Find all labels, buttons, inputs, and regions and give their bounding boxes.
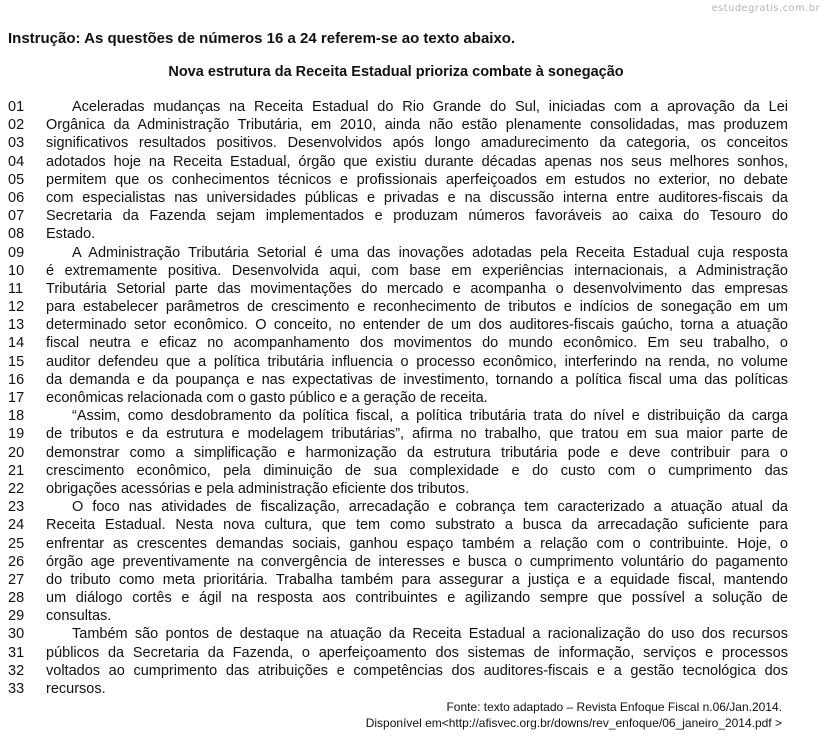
text-line [8,116,788,134]
line-text: determinado setor econômico. O conceito, no entender de um dos auditores-fiscais gaúcho, torna a atuação [46,317,788,334]
text-line [8,316,788,334]
line-number: 11 [8,280,24,297]
text-line [8,353,788,371]
line-number: 31 [8,644,25,661]
line-text: adotados hoje na Receita Estadual, órgão que existiu durante décadas apenas nos seus melhores sonhos, [46,153,788,170]
text-line [8,644,788,662]
line-text: O foco nas atividades de fiscalização, arrecadação e cobrança tem caracterizado a atuação atual da [72,499,788,516]
line-number: 02 [8,117,25,134]
line-number: 17 [8,390,25,406]
text-line [8,516,788,534]
instruction-heading: Instrução: As questões de números 16 a 24 referem-se ao texto abaixo. [8,30,516,47]
line-number: 04 [8,153,25,170]
text-line [8,371,788,389]
text-line [8,553,788,571]
line-number: 28 [8,590,25,607]
line-text: Tributária Setorial parte das movimentações do mercado e acompanha o desenvolvimento das empresas [46,280,788,297]
text-line [8,480,788,498]
line-number: 07 [8,208,25,225]
line-number: 15 [8,353,25,370]
line-number: 09 [8,244,25,261]
line-number: 03 [8,135,25,152]
line-text: permitem que os conhecimentos técnicos e profissionais aperfeiçoados em estudos no exterior, no debate [46,171,788,188]
line-number: 32 [8,662,25,679]
text-line [8,98,788,116]
line-text: demonstrar como a simplificação e harmonização da estrutura tributária pode e deve contribuir para o [46,444,788,461]
text-line [8,298,788,316]
text-line [8,535,788,553]
line-number: 18 [8,408,25,425]
line-text: obrigações acessórias e pela administração eficiente dos tributos. [46,480,470,497]
line-number: 20 [8,444,25,461]
text-line [8,207,788,225]
text-line [8,571,788,589]
line-number: 30 [8,626,25,643]
line-number: 05 [8,171,25,188]
line-number: 16 [8,371,25,388]
line-text: com especialistas nas universidades públicas e privadas e na discussão interna entre auditores-fiscais da [46,189,788,206]
line-text: órgão age preventivamente na convergência de interesses e busca o cumprimento voluntário do pagamento [46,553,788,570]
text-title: Nova estrutura da Receita Estadual prioriza combate à sonegação [168,64,624,80]
line-text: Secretaria da Fazenda sejam implementados e produzam números favoráveis ao caixa do Tesouro do [46,208,788,225]
line-text: Também são pontos de destaque na atuação da Receita Estadual a racionalização do uso dos recursos [72,626,788,643]
text-line [8,662,788,680]
line-number: 06 [8,189,25,206]
text-line [8,680,788,698]
source-reference: Fonte: texto adaptado – Revista Enfoque Fiscal n.06/Jan.2014. [446,700,782,714]
text-line [8,407,788,425]
line-text: públicos da Secretaria da Fazenda, o aperfeiçoamento dos sistemas de informação, serviços e processos [46,644,788,661]
line-number: 12 [8,299,25,316]
line-text: é extremamente positiva. Desenvolvida aqui, com base em experiências internacionais, a Administração [46,262,788,279]
line-text: A Administração Tributária Setorial é uma das inovações adotadas pela Receita Estadual cuja resposta [72,244,788,261]
line-number: 26 [8,553,25,570]
line-text: consultas. [46,608,112,625]
line-text: fiscal neutra e eficaz no acompanhamento dos movimentos do mundo econômico. Em seu trabalho, o [46,335,788,352]
line-number: 13 [8,317,25,334]
line-text: econômicas relacionada com o gasto público e a geração de receita. [46,390,488,406]
text-line [8,225,788,243]
line-number: 25 [8,535,25,552]
line-text: do tributo como meta prioritária. Trabalha também para assegurar a justiça e a equidade fiscal, mantendo [46,571,788,588]
text-line [8,244,788,262]
text-line [8,625,788,643]
line-text: Orgânica da Administração Tributária, em 2010, ainda não estão plenamente consolidadas, mas produzem [46,117,788,134]
text-line [8,389,788,407]
source-availability-link: Disponível em<http://afisvec.org.br/downs/rev_enfoque/06_janeiro_2014.pdf > [365,715,782,730]
text-line [8,280,788,298]
line-number: 22 [8,480,25,497]
line-number: 08 [8,226,25,243]
line-number: 27 [8,571,25,588]
line-number: 24 [8,517,25,534]
text-line [8,171,788,189]
line-number: 01 [8,99,25,115]
line-text: auditor defendeu que a política tributária influencia o processo econômico, interferindo na renda, no volume [46,353,788,370]
line-number: 21 [8,462,25,479]
line-text: enfrentar as crescentes demandas sociais, ganhou espaço também a relação com o contribuinte. Hoje, o [46,535,788,552]
line-text: recursos. [46,681,106,697]
line-number: 29 [8,608,25,625]
text-line [8,607,788,625]
text-line [8,262,788,280]
line-text: de tributos e da estrutura e modelagem tributárias”, afirma no trabalho, que tratou em sua maior parte de [46,426,788,443]
line-text: significativos resultados positivos. Desenvolvidos após longo amadurecimento da categoria, os conceitos [46,135,788,152]
line-number: 19 [8,426,25,443]
line-number: 23 [8,499,25,516]
site-watermark: estudegratis.com.br [711,3,820,14]
line-number: 10 [8,262,25,279]
line-text: Aceleradas mudanças na Receita Estadual do Rio Grande do Sul, iniciadas com a aprovação da Lei [72,99,788,115]
line-text: “Assim, como desdobramento da política fiscal, a política tributária trata do nível e distribuição da carga [72,408,788,425]
text-line [8,444,788,462]
text-line [8,462,788,480]
text-line [8,589,788,607]
line-number: 14 [8,335,25,352]
line-text: Estado. [46,226,96,243]
line-text: voltados ao cumprimento das atribuições e competências dos auditores-fiscais e a gestão tecnológica dos [46,662,788,679]
text-line [8,498,788,516]
numbered-text-body [8,98,788,698]
line-text: um diálogo cortês e ágil na resposta aos contribuintes e agilizando sempre que possível a solução de [46,590,788,607]
text-line [8,153,788,171]
line-number: 33 [8,681,25,697]
line-text: Receita Estadual. Nesta nova cultura, que tem como substrato a busca da arrecadação suficiente para [46,517,788,534]
line-text: crescimento econômico, pela diminuição de sua complexidade e do custo com o cumprimento das [46,462,788,479]
source-citation [366,700,782,731]
text-line [8,189,788,207]
line-text: para estabelecer parâmetros de crescimento e reconhecimento de tributos e indícios de sonegação em um [46,299,788,316]
text-line [8,425,788,443]
text-line [8,334,788,352]
line-text: da demanda e da poupança e nas expectativas de investimento, tornando a política fiscal uma das políticas [46,371,788,388]
text-line [8,134,788,152]
